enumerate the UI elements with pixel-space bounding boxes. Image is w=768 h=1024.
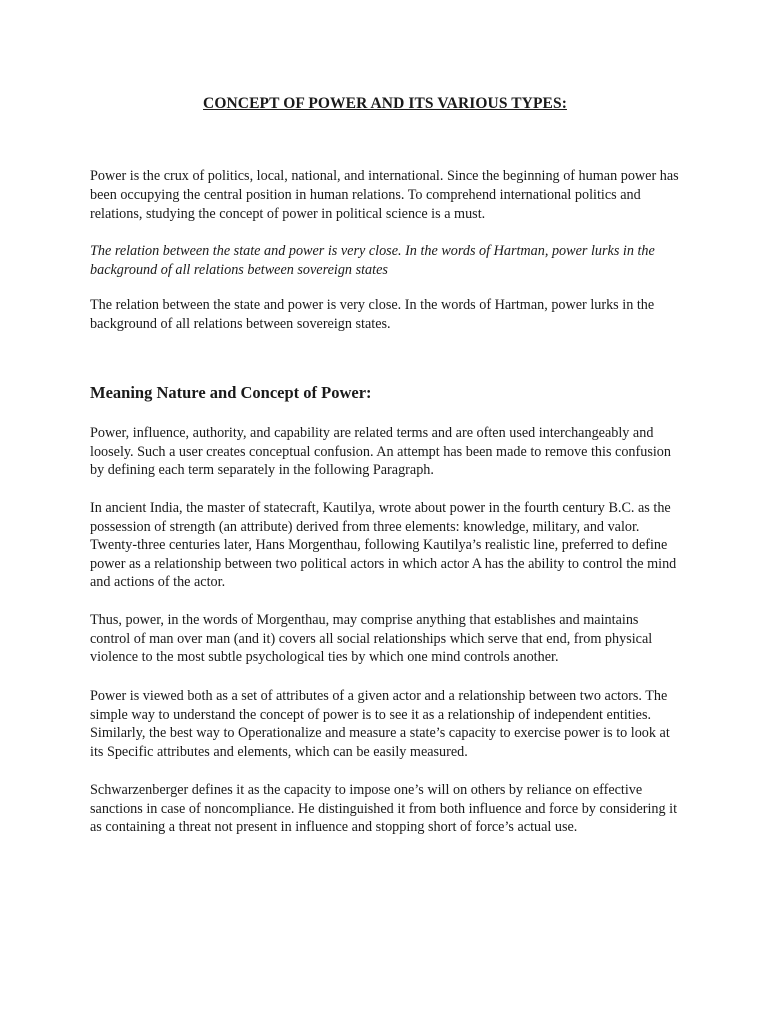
section-heading: Meaning Nature and Concept of Power: xyxy=(90,383,372,402)
intro-paragraph-3: The relation between the state and power is very close. In the words of Hartman, power lurks in the background of all relations between sovereign states. xyxy=(90,297,655,332)
body-paragraph-4: Power is viewed both as a set of attributes of a given actor and a relationship between two actors. The simple way to understand the concept of power is to see it as a relationship of independent entities. Similarly, the best way to Operationalize and measure a state’s capacity to exercise power is to look at its Specific attributes and elements, which can be easily measured. xyxy=(90,688,670,760)
intro-paragraph-1: Power is the crux of politics, local, national, and international. Since the beginning of human power has been occupying the central position in human relations. To comprehend international politics and relations, studying the concept of power in political science is a must. xyxy=(90,168,679,222)
body-paragraph-5: Schwarzenberger defines it as the capacity to impose one’s will on others by reliance on effective sanctions in case of noncompliance. He distinguished it from both influence and force by considering it as containing a threat not present in influence and stopping short of force’s actual use. xyxy=(90,782,678,835)
intro-paragraph-2-italic: The relation between the state and power is very close. In the words of Hartman, power lurks in the background of all relations between sovereign states xyxy=(90,243,655,278)
body-paragraph-1: Power, influence, authority, and capability are related terms and are often used interchangeably and loosely. Such a user creates conceptual confusion. An attempt has been made to remove this confusion by defining each term separately in the following Paragraph. xyxy=(90,425,671,478)
body-paragraph-2: In ancient India, the master of statecraft, Kautilya, wrote about power in the fourth century B.C. as the possession of strength (an attribute) derived from three elements: knowledge, military, and valor. Twenty-three centuries later, Hans Morgenthau, following Kautilya’s realistic line, preferred to define power as a relationship between two political actors in which actor A has the ability to control the mind and actions of the actor. xyxy=(90,500,677,590)
page-title: CONCEPT OF POWER AND ITS VARIOUS TYPES: xyxy=(203,95,567,112)
body-paragraph-3: Thus, power, in the words of Morgenthau, may comprise anything that establishes and maintains control of man over man (and it) covers all social relationships which serve that end, from physical violence to the most subtle psychological ties by which one mind controls another. xyxy=(90,612,653,665)
